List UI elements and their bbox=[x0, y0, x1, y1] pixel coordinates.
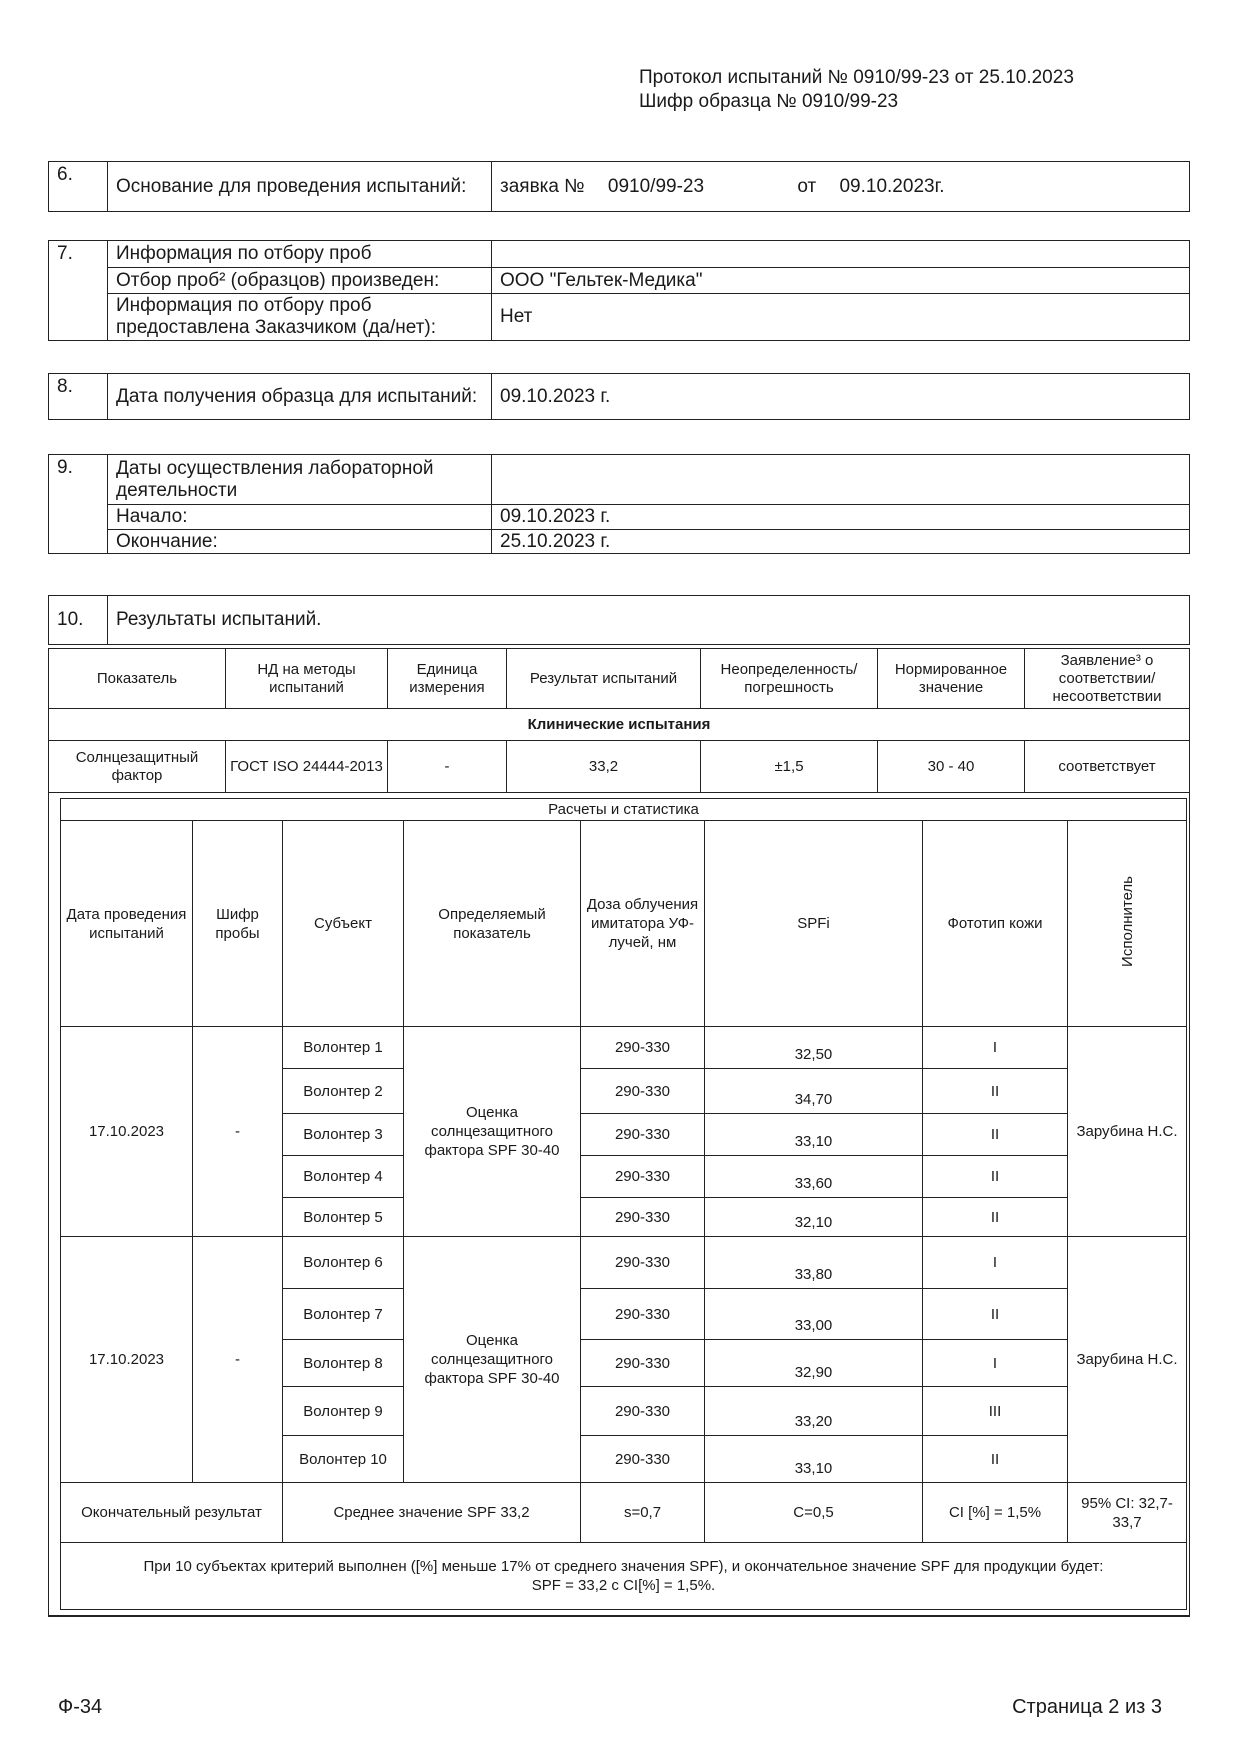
phototype-cell: II bbox=[923, 1114, 1068, 1156]
conclusion-line: При 10 субъектах критерий выполнен ([%] меньше 17% от среднего значения SPF), и окончательное значение SPF для продукции будет: bbox=[143, 1558, 1104, 1575]
calc-title: Расчеты и статистика bbox=[61, 799, 1187, 821]
spfi-cell: 32,10 bbox=[705, 1198, 923, 1237]
request-from: от bbox=[797, 175, 817, 197]
end-label: Окончание: bbox=[108, 530, 492, 554]
indicator-cell: Оценка солнцезащитного фактора SPF 30-40 bbox=[404, 1027, 581, 1237]
final-c: C=0,5 bbox=[705, 1483, 923, 1543]
start-label: Начало: bbox=[108, 505, 492, 530]
spfi-cell: 34,70 bbox=[705, 1069, 923, 1114]
dose-cell: 290-330 bbox=[581, 1436, 705, 1483]
conclusion-row bbox=[61, 1543, 1187, 1610]
lab-dates-value bbox=[492, 455, 1190, 505]
results-cell: Солнцезащитный фактор bbox=[49, 741, 226, 793]
section-6-table bbox=[48, 161, 1190, 212]
subject-cell: Волонтер 3 bbox=[283, 1114, 404, 1156]
subject-cell: Волонтер 10 bbox=[283, 1436, 404, 1483]
dose-cell: 290-330 bbox=[581, 1027, 705, 1069]
performer-header: Исполнитель bbox=[1118, 875, 1136, 967]
calc-column-header: Дата проведения испытаний bbox=[61, 821, 193, 1027]
protocol-header bbox=[639, 66, 1074, 114]
start-value: 09.10.2023 г. bbox=[492, 505, 1190, 530]
performer-cell: Зарубина Н.С. bbox=[1068, 1237, 1187, 1483]
conclusion-note bbox=[61, 1543, 1187, 1610]
dose-cell: 290-330 bbox=[581, 1114, 705, 1156]
phototype-cell: II bbox=[923, 1289, 1068, 1340]
spfi-cell: 33,80 bbox=[705, 1237, 923, 1289]
phototype-cell: II bbox=[923, 1436, 1068, 1483]
customer-info-value: Нет bbox=[492, 294, 1190, 341]
section-8-table bbox=[48, 373, 1190, 420]
performer-cell: Зарубина Н.С. bbox=[1068, 1027, 1187, 1237]
sample-code-cell: - bbox=[193, 1027, 283, 1237]
spfi-cell: 32,90 bbox=[705, 1340, 923, 1387]
section-7-table bbox=[48, 240, 1190, 341]
test-date: 17.10.2023 bbox=[61, 1027, 193, 1237]
column-header: НД на методы испытаний bbox=[226, 649, 388, 709]
column-header: Заявление³ о соответствии/ несоответствии bbox=[1025, 649, 1190, 709]
section-9-table bbox=[48, 454, 1190, 554]
spfi-cell: 33,60 bbox=[705, 1156, 923, 1198]
calc-column-header: Определяемый показатель bbox=[404, 821, 581, 1027]
dose-cell: 290-330 bbox=[581, 1198, 705, 1237]
final-ci95: 95% CI: 32,7-33,7 bbox=[1068, 1483, 1187, 1543]
results-table bbox=[48, 648, 1190, 793]
section-number: 6. bbox=[49, 162, 108, 212]
calc-column-header: Фототип кожи bbox=[923, 821, 1068, 1027]
dose-cell: 290-330 bbox=[581, 1156, 705, 1198]
sampling-by-value: ООО "Гельтек-Медика" bbox=[492, 268, 1190, 294]
results-header-row bbox=[49, 649, 1190, 709]
phototype-cell: I bbox=[923, 1027, 1068, 1069]
section-number: 9. bbox=[49, 455, 108, 554]
sampling-by-label: Отбор проб² (образцов) произведен: bbox=[108, 268, 492, 294]
dose-cell: 290-330 bbox=[581, 1387, 705, 1436]
sample-code-cell: - bbox=[193, 1237, 283, 1483]
final-ci: CI [%] = 1,5% bbox=[923, 1483, 1068, 1543]
subject-cell: Волонтер 6 bbox=[283, 1237, 404, 1289]
customer-info-label: Информация по отбору проб предоставлена Заказчиком (да/нет): bbox=[108, 294, 492, 341]
page-number: Страница 2 из 3 bbox=[1012, 1696, 1162, 1718]
column-header: Результат испытаний bbox=[507, 649, 701, 709]
calc-column-header: Субъект bbox=[283, 821, 404, 1027]
final-result-row bbox=[61, 1483, 1187, 1543]
calc-column-header: Шифр пробы bbox=[193, 821, 283, 1027]
calc-column-header bbox=[1068, 821, 1187, 1027]
results-cell: соответствует bbox=[1025, 741, 1190, 793]
section-number: 10. bbox=[49, 596, 108, 645]
receipt-date-value: 09.10.2023 г. bbox=[492, 374, 1190, 420]
spfi-cell: 33,20 bbox=[705, 1387, 923, 1436]
phototype-cell: II bbox=[923, 1198, 1068, 1237]
results-cell: - bbox=[388, 741, 507, 793]
final-s: s=0,7 bbox=[581, 1483, 705, 1543]
phototype-cell: II bbox=[923, 1156, 1068, 1198]
calc-column-header: SPFi bbox=[705, 821, 923, 1027]
dose-cell: 290-330 bbox=[581, 1069, 705, 1114]
subject-cell: Волонтер 7 bbox=[283, 1289, 404, 1340]
dose-cell: 290-330 bbox=[581, 1237, 705, 1289]
column-header: Единица измерения bbox=[388, 649, 507, 709]
section-number: 8. bbox=[49, 374, 108, 420]
subject-cell: Волонтер 9 bbox=[283, 1387, 404, 1436]
spfi-cell: 33,10 bbox=[705, 1114, 923, 1156]
phototype-cell: II bbox=[923, 1069, 1068, 1114]
volunteer-row bbox=[61, 1237, 1187, 1289]
calc-column-header: Доза облучения имитатора УФ-лучей, нм bbox=[581, 821, 705, 1027]
sampling-info-value bbox=[492, 241, 1190, 268]
end-value: 25.10.2023 г. bbox=[492, 530, 1190, 554]
results-cell: 33,2 bbox=[507, 741, 701, 793]
indicator-cell: Оценка солнцезащитного фактора SPF 30-40 bbox=[404, 1237, 581, 1483]
section-clinical-label: Клинические испытания bbox=[49, 709, 1190, 741]
lab-dates-label: Даты осуществления лабораторной деятельности bbox=[108, 455, 492, 505]
results-row bbox=[49, 741, 1190, 793]
subject-cell: Волонтер 8 bbox=[283, 1340, 404, 1387]
subject-cell: Волонтер 5 bbox=[283, 1198, 404, 1237]
subject-cell: Волонтер 1 bbox=[283, 1027, 404, 1069]
volunteer-row bbox=[61, 1027, 1187, 1069]
test-date: 17.10.2023 bbox=[61, 1237, 193, 1483]
form-code: Ф-34 bbox=[58, 1696, 103, 1718]
spfi-cell: 32,50 bbox=[705, 1027, 923, 1069]
column-header: Нормированное значение bbox=[878, 649, 1025, 709]
column-header: Неопределенность/ погрешность bbox=[701, 649, 878, 709]
column-header: Показатель bbox=[49, 649, 226, 709]
results-cell: ±1,5 bbox=[701, 741, 878, 793]
spfi-cell: 33,10 bbox=[705, 1436, 923, 1483]
request-date: 09.10.2023г. bbox=[839, 175, 945, 197]
sampling-info-label: Информация по отбору проб bbox=[108, 241, 492, 268]
results-cell: 30 - 40 bbox=[878, 741, 1025, 793]
final-mean: Среднее значение SPF 33,2 bbox=[283, 1483, 581, 1543]
calc-table bbox=[60, 798, 1187, 1610]
phototype-cell: III bbox=[923, 1387, 1068, 1436]
final-label: Окончательный результат bbox=[61, 1483, 283, 1543]
dose-cell: 290-330 bbox=[581, 1340, 705, 1387]
phototype-cell: I bbox=[923, 1237, 1068, 1289]
dose-cell: 290-330 bbox=[581, 1289, 705, 1340]
request-value bbox=[492, 162, 1190, 212]
spfi-cell: 33,00 bbox=[705, 1289, 923, 1340]
subject-cell: Волонтер 4 bbox=[283, 1156, 404, 1198]
request-prefix: заявка № bbox=[500, 175, 585, 197]
section-10-title bbox=[48, 595, 1190, 645]
results-cell: ГОСТ ISO 24444-2013 bbox=[226, 741, 388, 793]
section-number: 7. bbox=[49, 241, 108, 341]
results-title: Результаты испытаний. bbox=[108, 596, 1190, 645]
request-number: 0910/99-23 bbox=[607, 175, 705, 197]
section-label: Основание для проведения испытаний: bbox=[108, 162, 492, 212]
protocol-number: Протокол испытаний № 0910/99-23 от 25.10.2023 bbox=[639, 67, 1074, 88]
conclusion-line: SPF = 33,2 с CI[%] = 1,5%. bbox=[531, 1577, 716, 1594]
sample-code: Шифр образца № 0910/99-23 bbox=[639, 91, 899, 112]
receipt-date-label: Дата получения образца для испытаний: bbox=[108, 374, 492, 420]
phototype-cell: I bbox=[923, 1340, 1068, 1387]
subject-cell: Волонтер 2 bbox=[283, 1069, 404, 1114]
calc-header-row bbox=[61, 821, 1187, 1027]
